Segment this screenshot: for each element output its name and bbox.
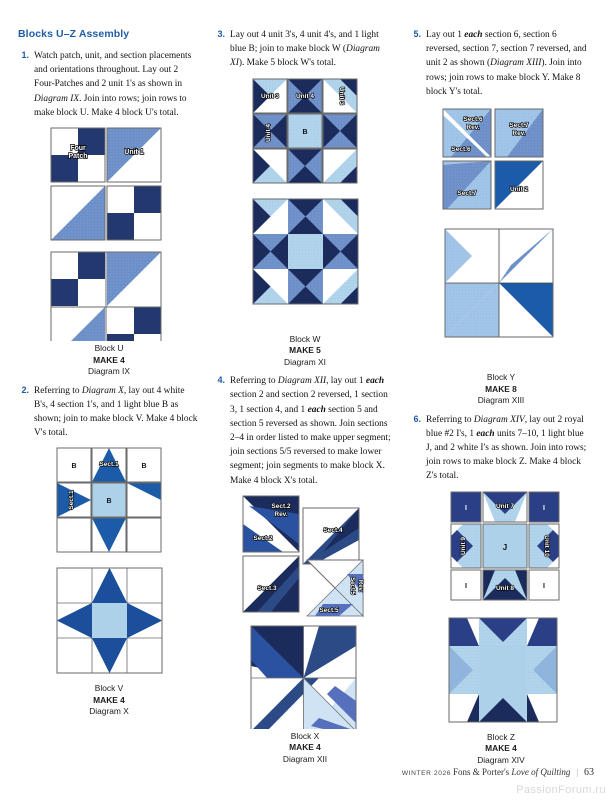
- patch-label-sect6rev-2: Rev.: [466, 124, 480, 132]
- step-6-number: 6.: [413, 413, 421, 424]
- diagram-xiii-caption: [410, 372, 592, 407]
- patch-label-unit3-1: Unit 3: [260, 92, 280, 100]
- patch-label-unit10: Unit 10: [543, 534, 550, 557]
- patch-label-fourpatch-2: Patch: [68, 153, 88, 161]
- patch-label-sect6: Sect.6: [451, 146, 471, 154]
- diagram-ix-block: Block U: [94, 343, 124, 354]
- patch-label-unit2: Unit 2: [509, 186, 529, 194]
- step-6: [410, 413, 592, 484]
- diagram-xii-block: Block X: [290, 730, 320, 741]
- patch-label-sect5rev-1: Sect.5: [348, 576, 355, 595]
- footer-season: WINTER 2026: [401, 770, 451, 777]
- blocku-assembled: [51, 252, 161, 341]
- patch-label-i-4: I: [543, 582, 545, 590]
- step-2: [18, 384, 200, 441]
- step-1-number: 1.: [21, 50, 29, 60]
- diagram-xiv-svg: [421, 490, 581, 730]
- step-5-text: Lay out 1 each section 6, section 6 reversed, section 7, section 7 reversed, and unit 2 as shown (Diagram XIII). Join into rows; join rows to make block Y. Make 8 block Y's total.: [426, 30, 587, 97]
- column-right: [410, 28, 592, 766]
- diagram-xiv-make: MAKE 4: [485, 743, 517, 754]
- diagram-xii-caption: [214, 731, 396, 766]
- patch-label-unit9: Unit 9: [460, 536, 467, 555]
- patch-label-sect5rev-2: Rev.: [356, 579, 363, 592]
- patch-label-unit8: Unit 8: [495, 584, 515, 592]
- patch-label-unit4-1: Unit 4: [295, 92, 315, 100]
- step-6-text: Referring to Diagram XIV, lay out 2 royal blue #2 I's, 1 each units 7–10, 1 light blue J, and 2 white I's as shown. Join into rows; join rows to make block Z. Make 4 block Z's total.: [426, 414, 587, 482]
- fourpatch-top: [51, 128, 105, 182]
- diagram-xi-label: Diagram XI: [284, 356, 326, 367]
- patch-label-j: J: [502, 542, 508, 552]
- footer-magazine-title: Love of Quilting: [511, 767, 571, 777]
- blockw-assembled: [253, 199, 358, 304]
- diagram-xiii-svg: [421, 105, 581, 370]
- page-title: Blocks U–Z Assembly: [18, 28, 130, 40]
- diagram-xiv-label: Diagram XIV: [477, 754, 525, 765]
- three-column-layout: [18, 28, 598, 766]
- diagram-xi-caption: [214, 334, 396, 369]
- diagram-xii-figure: [214, 494, 396, 766]
- diagram-ix-label: Diagram IX: [88, 366, 130, 377]
- patch-label-unit1-top: Unit 1: [124, 149, 144, 157]
- unit1-top: [107, 128, 161, 182]
- diagram-x-block: Block V: [94, 683, 124, 694]
- patch-label-sect2rev-1: Sect.2: [270, 502, 291, 510]
- patch-label-sect7: Sect.7: [457, 190, 477, 198]
- footer-page-number: 63: [584, 767, 594, 778]
- blocky-assembled: [445, 229, 553, 337]
- patch-label-sect4: Sect.4: [322, 526, 343, 534]
- diagram-ix-svg: [29, 126, 189, 341]
- blockv-assembled: [57, 568, 162, 673]
- patch-label-sect2rev-2: Rev.: [273, 510, 288, 518]
- site-watermark: PassionForum.ru: [516, 784, 606, 796]
- column-middle: [214, 28, 396, 765]
- footer-divider: |: [576, 768, 578, 777]
- patch-label-sect7rev-1: Sect.7: [509, 122, 529, 130]
- patch-label-b-w: B: [302, 128, 308, 136]
- patch-label-unit3-2: Unit 3: [338, 86, 345, 105]
- blockw-layout: [253, 79, 357, 183]
- patch-label-unit4-2: Unit 4: [265, 123, 272, 142]
- patch-label-sect6rev-1: Sect.6: [463, 116, 483, 124]
- diagram-xiii-block: Block Y: [486, 372, 516, 383]
- diagram-xi-figure: [214, 77, 396, 369]
- blocku-row2: [51, 186, 161, 240]
- column-left: [18, 28, 200, 718]
- diagram-xii-label: Diagram XII: [282, 753, 328, 764]
- blockv-layout: [57, 448, 161, 552]
- diagram-xi-block: Block W: [289, 333, 321, 344]
- step-1: [18, 49, 200, 120]
- patch-label-b-center: B: [106, 498, 112, 506]
- blockx-layout: [243, 496, 363, 616]
- patch-label-sect1-2: Sect.1: [68, 490, 75, 510]
- step-2-text: Referring to Diagram X, lay out 4 white B's, 4 section 1's, and 1 light blue B as shown; join to make block V. Make 4 block V's total.: [34, 385, 198, 439]
- step-4-number: 4.: [217, 375, 225, 386]
- step-4: [214, 374, 396, 488]
- step-2-number: 2.: [21, 384, 29, 395]
- diagram-xiv-caption: [410, 732, 592, 767]
- blocky-layout: [443, 109, 543, 209]
- patch-label-sect1-1: Sect.1: [99, 461, 119, 469]
- patch-label-sect5: Sect.5: [318, 606, 339, 614]
- step-1-text: Watch patch, unit, and section placements and orientations throughout. Lay out 2 Four-Patches and 2 unit 1's as shown in Diagram IX. Join into rows; join rows to make block U. Make 4 block U's total.: [34, 51, 192, 118]
- diagram-x-make: MAKE 4: [93, 694, 125, 705]
- patch-label-sect2: Sect.2: [252, 534, 273, 542]
- patch-label-sect3: Sect.3: [256, 584, 277, 592]
- step-3-text: Lay out 4 unit 3's, 4 unit 4's, and 1 light blue B; join to make block W (Diagram XI). Make 5 block W's total.: [230, 30, 380, 69]
- step-3-number: 3.: [217, 29, 225, 39]
- patch-label-sect7rev-2: Rev.: [512, 130, 526, 138]
- patch-label-i-2: I: [543, 504, 545, 512]
- diagram-x-figure: [18, 446, 200, 718]
- blockz-layout: [451, 492, 559, 600]
- step-5: [410, 28, 592, 99]
- diagram-x-svg: [29, 446, 189, 681]
- diagram-x-label: Diagram X: [89, 706, 129, 717]
- diagram-xiv-figure: [410, 490, 592, 767]
- blockx-assembled: [251, 626, 356, 729]
- diagram-xiv-block: Block Z: [487, 731, 515, 742]
- diagram-xiii-make: MAKE 8: [485, 383, 517, 394]
- diagram-xiii-label: Diagram XIII: [477, 395, 525, 406]
- patch-label-b-2: B: [141, 463, 147, 471]
- patch-label-i-3: I: [465, 582, 467, 590]
- diagram-x-caption: [18, 683, 200, 718]
- blockz-assembled: [449, 618, 557, 722]
- diagram-ix-figure: [18, 126, 200, 378]
- patch-label-fourpatch-1: Four: [70, 145, 86, 153]
- diagram-xi-svg: [225, 77, 385, 332]
- step-4-text: Referring to Diagram XII, lay out 1 each section 2 and section 2 reversed, 1 section 3, 1 section 4, and 1 each section 5 and section 5 reversed as shown. Join sections 2–4 in order listed to make upper segment; join sections 5/5 reversed to make lower segment; join segments to make block X. Make 4 block X's total.: [230, 376, 391, 486]
- diagram-ix-make: MAKE 4: [93, 354, 125, 365]
- footer-magazine-name: Fons & Porter's: [453, 767, 512, 777]
- footer-magazine: [453, 767, 570, 777]
- diagram-xiii-figure: [410, 105, 592, 407]
- diagram-xii-make: MAKE 4: [289, 742, 321, 753]
- page-footer: [0, 767, 616, 778]
- diagram-ix-caption: [18, 343, 200, 378]
- patch-label-unit7: Unit 7: [495, 502, 515, 510]
- step-3: [214, 28, 396, 71]
- diagram-xii-svg: [223, 494, 388, 729]
- patch-label-b-1: B: [71, 463, 77, 471]
- patch-label-i-1: I: [465, 504, 467, 512]
- step-5-number: 5.: [413, 29, 421, 39]
- diagram-xi-make: MAKE 5: [289, 345, 321, 356]
